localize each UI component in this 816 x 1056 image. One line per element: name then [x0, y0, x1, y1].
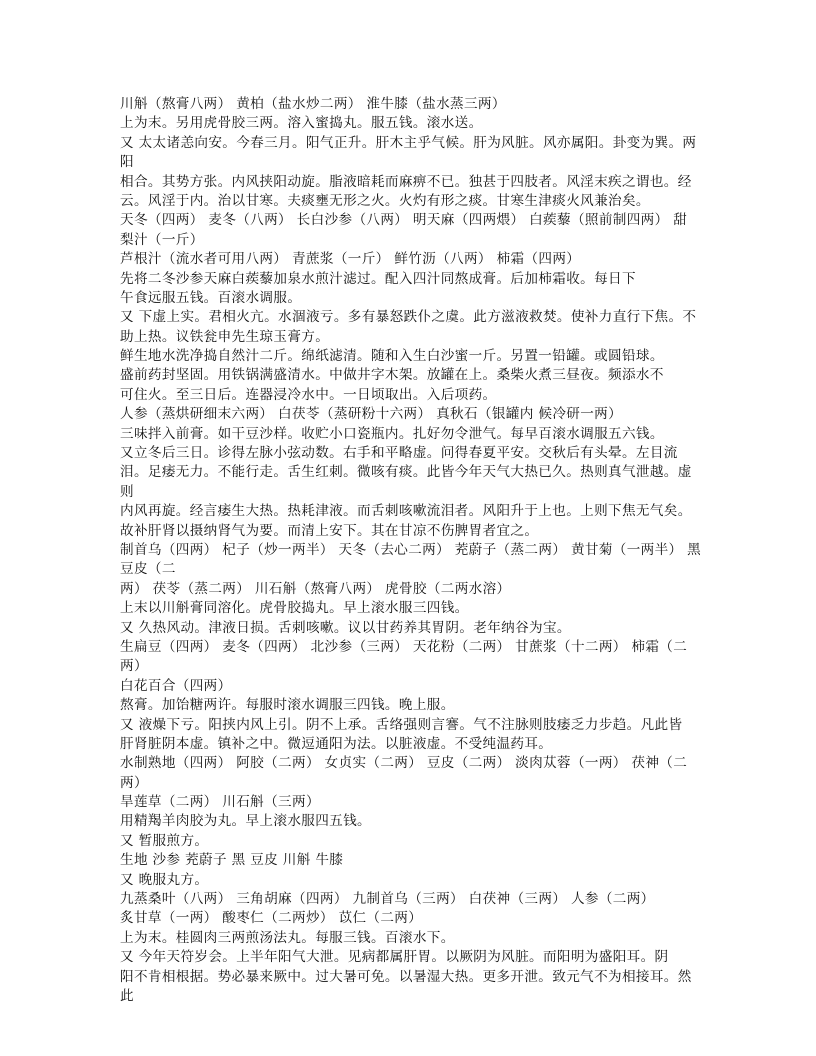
document-page: [120, 95, 700, 1026]
text-line: 上为末。桂圆肉三两煎汤法丸。每服三钱。百滚水下。: [120, 929, 455, 946]
text-line: 水制熟地（四两） 阿胶（二两） 女贞实（二两） 豆皮（二两） 淡肉苁蓉（一两） 茯神（二: [120, 755, 688, 772]
text-line: 旱莲草（二两） 川石斛（三两）: [120, 794, 320, 811]
text-line: 午食远服五钱。百滚水调服。: [120, 289, 302, 306]
text-line: 又 液燥下亏。阳挟内风上引。阴不上承。舌络强则言謇。气不注脉则肢痿乏力步趋。凡此皆: [120, 716, 683, 733]
text-line: 鲜生地水洗净捣自然汁二斤。绵纸滤清。随和入生白沙蜜一斤。另置一铅罐。或圆铅球。: [120, 348, 664, 365]
text-line: 两）: [120, 774, 148, 791]
text-line: 又 久热风动。津液日损。舌刺咳嗽。议以甘药养其胃阴。老年纳谷为宝。: [120, 619, 571, 636]
text-line: 泪。足痿无力。不能行走。舌生红刺。微咳有痰。此皆今年天气大热已久。热则真气泄越。虚: [120, 464, 692, 481]
text-line: 梨汁（一斤）: [120, 231, 204, 248]
text-line: 则: [120, 483, 134, 500]
text-line: 上末以川斛膏同溶化。虎骨胶捣丸。早上滚水服三四钱。: [120, 600, 469, 617]
text-line: 天冬（四两） 麦冬（八两） 长白沙参（八两） 明天麻（四两煨） 白蒺藜（照前制四两） 甜: [120, 212, 688, 229]
text-line: 炙甘草（一两） 酸枣仁（二两炒） 苡仁（二两）: [120, 910, 423, 927]
text-line: 白花百合（四两）: [120, 677, 232, 694]
text-line: 制首乌（四两） 杞子（炒一两半） 天冬（去心二两） 茺蔚子（蒸二两） 黄甘菊（一两半） 黑: [120, 541, 702, 558]
text-line: 阳不肯相根据。势必暴来厥中。过大暑可免。以暑湿大热。更多开泄。致元气不为相接耳。然: [120, 968, 692, 985]
text-line: 人参（蒸烘研细末六两） 白茯苓（蒸研粉十六两） 真秋石（银罐内 候冷研一两）: [120, 406, 623, 423]
text-line: [120, 1006, 700, 1025]
text-line: 又 晚服丸方。: [120, 871, 209, 888]
text-line: 上为末。另用虎骨胶三两。溶入蜜捣丸。服五钱。滚水送。: [120, 115, 483, 132]
text-line: 豆皮（二: [120, 561, 176, 578]
text-line: 又立冬后三日。诊得左脉小弦动数。右手和平略虚。问得春夏平安。交秋后有头晕。左目流: [120, 445, 678, 462]
text-line: 熬膏。加饴糖两许。每服时滚水调服三四钱。晚上服。: [120, 697, 455, 714]
text-line: 可住火。至三日后。连器浸冷水中。一日顷取出。入后项药。: [120, 386, 497, 403]
text-line: 芦根汁（流水者可用八两） 青蔗浆（一斤） 鲜竹沥（八两） 柿霜（四两）: [120, 251, 581, 268]
text-line: 阳: [120, 154, 134, 171]
text-line: 生扁豆（四两） 麦冬（四两） 北沙参（三两） 天花粉（二两） 甘蔗浆（十二两） 柿霜（二: [120, 638, 688, 655]
text-line: 先将二冬沙参天麻白蒺藜加泉水煎汁滤过。配入四汁同熬成膏。后加柿霜收。每日下: [120, 270, 636, 287]
text-line: 又 暂服煎方。: [120, 832, 209, 849]
text-line: 又 太太诸恙向安。今春三月。阳气正升。肝木主乎气候。肝为风脏。风亦属阳。卦变为巽。两: [120, 134, 697, 151]
text-line: 助上热。议铁瓮申先生琼玉膏方。: [120, 328, 330, 345]
text-line: 又 今年天符岁会。上半年阳气大泄。见病都属肝胃。以厥阴为风脏。而阳明为盛阳耳。阴: [120, 949, 669, 966]
text-line: 故补肝肾以摄纳肾气为要。而清上安下。其在甘凉不伤脾胃者宜之。: [120, 522, 539, 539]
text-line: 又 下虚上实。君相火亢。水涸液亏。多有暴怒跌仆之虞。此方滋液救焚。使补力直行下焦。不: [120, 309, 697, 326]
text-line: 三味拌入前膏。如干豆沙样。收贮小口瓷瓶内。扎好勿令泄气。每早百滚水调服五六钱。: [120, 425, 664, 442]
text-line: 生地 沙参 茺蔚子 黑 豆皮 川斛 牛膝: [120, 852, 344, 869]
text-line: 用精羯羊肉胶为丸。早上滚水服四五钱。: [120, 813, 371, 830]
text-line: 此: [120, 987, 134, 1004]
text-line: 相合。其势方张。内风挟阳动旋。脂液暗耗而麻痹不已。独甚于四肢者。风淫末疾之谓也。经: [120, 173, 692, 190]
text-line: 内风再旋。经言痿生大热。热耗津液。而舌刺咳嗽流泪者。风阳升于上也。上则下焦无气矣。: [120, 503, 692, 520]
text-line: 川斛（熬膏八两） 黄柏（盐水炒二两） 淮牛膝（盐水蒸三两）: [120, 96, 506, 112]
text-line: 两） 茯苓（蒸二两） 川石斛（熬膏八两） 虎骨胶（二两水溶）: [120, 580, 511, 597]
text-line: 两）: [120, 658, 148, 675]
text-line: 九蒸桑叶（八两） 三角胡麻（四两） 九制首乌（三两） 白茯神（三两） 人参（二两）: [120, 891, 655, 908]
text-line: 云。风淫于内。治以甘寒。夫痰壅无形之火。火灼有形之痰。甘寒生津痰火风兼治矣。: [120, 192, 650, 209]
text-line: 肝肾脏阴本虚。镇补之中。微逗通阳为法。以脏液虚。不受纯温药耳。: [120, 735, 553, 752]
text-line: 盛前药封坚固。用铁锅满盛清水。中做井字木架。放罐在上。桑柴火煮三昼夜。频添水不: [120, 367, 664, 384]
